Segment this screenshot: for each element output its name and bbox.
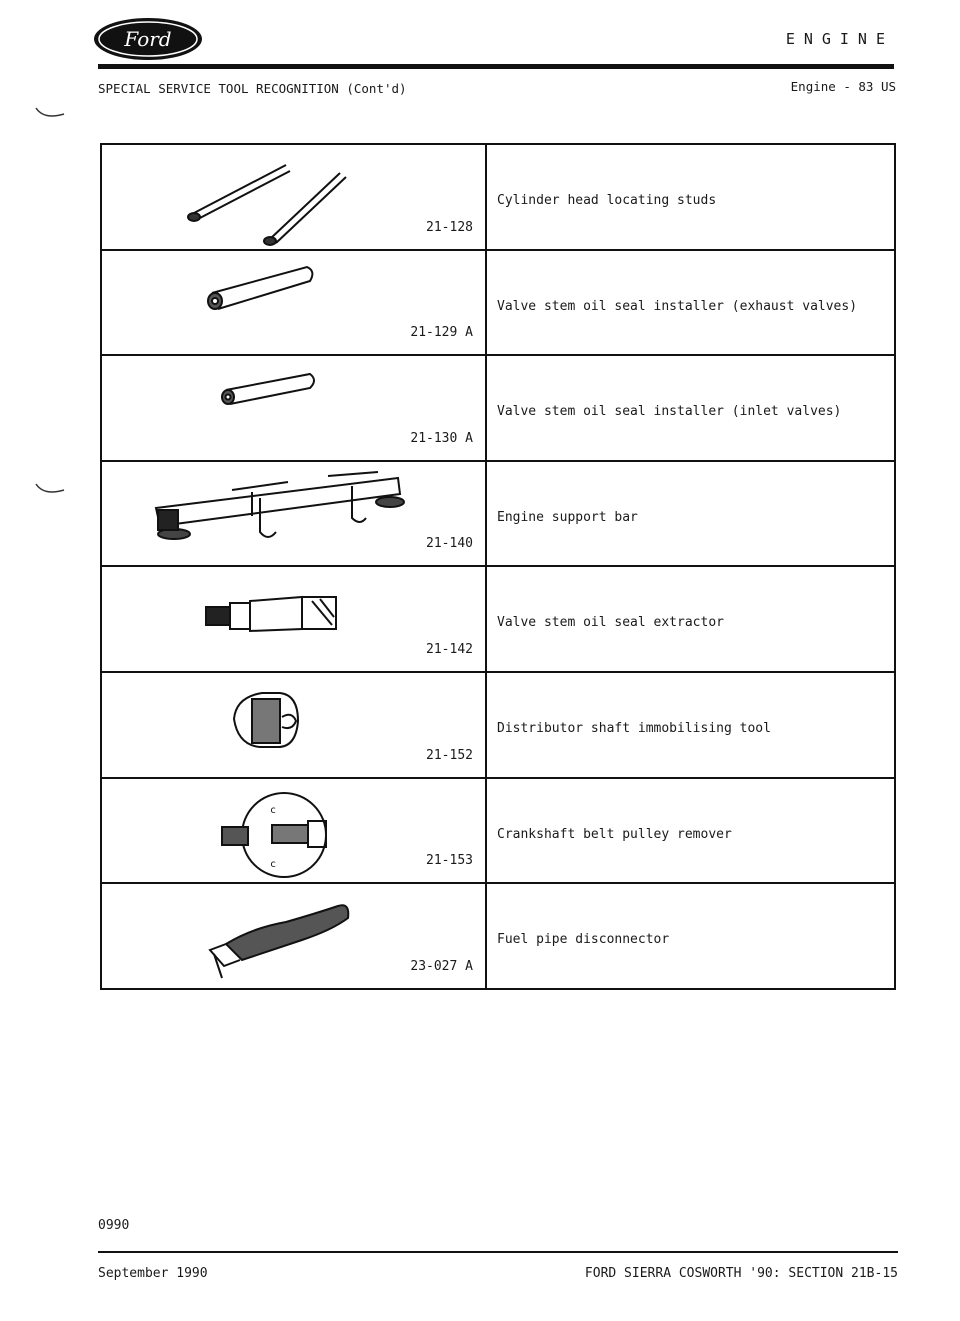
ford-logo (92, 16, 204, 62)
tool-description: Valve stem oil seal installer (exhaust valves) (497, 298, 858, 314)
tool-number: 21-130 A (410, 430, 473, 446)
table-row (102, 673, 894, 779)
tool-description: Valve stem oil seal installer (inlet valves) (497, 404, 842, 420)
table-row (102, 884, 894, 990)
tool-description: Distributor shaft immobilising tool (497, 720, 771, 736)
tool-number: 21-153 (426, 853, 473, 869)
tool-image-cell (102, 462, 487, 566)
tool-description: Cylinder head locating studs (497, 193, 717, 208)
tool-image-cell (102, 673, 487, 777)
margin-mark (34, 480, 74, 500)
header-divider (98, 64, 894, 69)
tool-image-cell (102, 884, 487, 988)
tool-number: 23-027 A (410, 958, 473, 974)
svg-text:c: c (270, 858, 277, 870)
tool-description: Fuel pipe disconnector (497, 932, 670, 948)
page-reference: Engine - 83 US (790, 79, 896, 94)
tool-image-cell (102, 145, 487, 249)
tool-image-cell (102, 251, 487, 355)
tool-number: 21-128 (426, 219, 473, 235)
tool-description: Crankshaft belt pulley remover (497, 826, 732, 842)
tool-description: Valve stem oil seal extractor (497, 615, 724, 631)
tool-number: 21-140 (426, 536, 473, 552)
table-row (102, 356, 894, 462)
tool-number: 21-142 (426, 641, 473, 657)
table-row (102, 251, 894, 357)
table-row (102, 567, 894, 673)
svg-text:c: c (270, 804, 277, 816)
footer-date: September 1990 (98, 1266, 208, 1281)
tool-number: 21-152 (426, 747, 473, 763)
logo-text: Ford (124, 27, 172, 51)
footer-section-ref: FORD SIERRA COSWORTH '90: SECTION 21B-15 (584, 1266, 898, 1281)
tool-image-cell (102, 356, 487, 460)
tool-image-cell (102, 779, 487, 883)
page-subtitle: SPECIAL SERVICE TOOL RECOGNITION (Cont'd) (98, 81, 407, 96)
table-row (102, 779, 894, 885)
section-title: ENGINE (785, 30, 894, 48)
tool-table (100, 143, 896, 990)
tool-number: 21-129 A (410, 325, 473, 341)
footer-code: 0990 (98, 1218, 130, 1233)
tool-description: Engine support bar (497, 509, 638, 525)
footer-divider (98, 1251, 898, 1253)
table-row (102, 462, 894, 568)
margin-mark (34, 104, 74, 124)
table-row (102, 145, 894, 251)
tool-image-cell (102, 567, 487, 671)
